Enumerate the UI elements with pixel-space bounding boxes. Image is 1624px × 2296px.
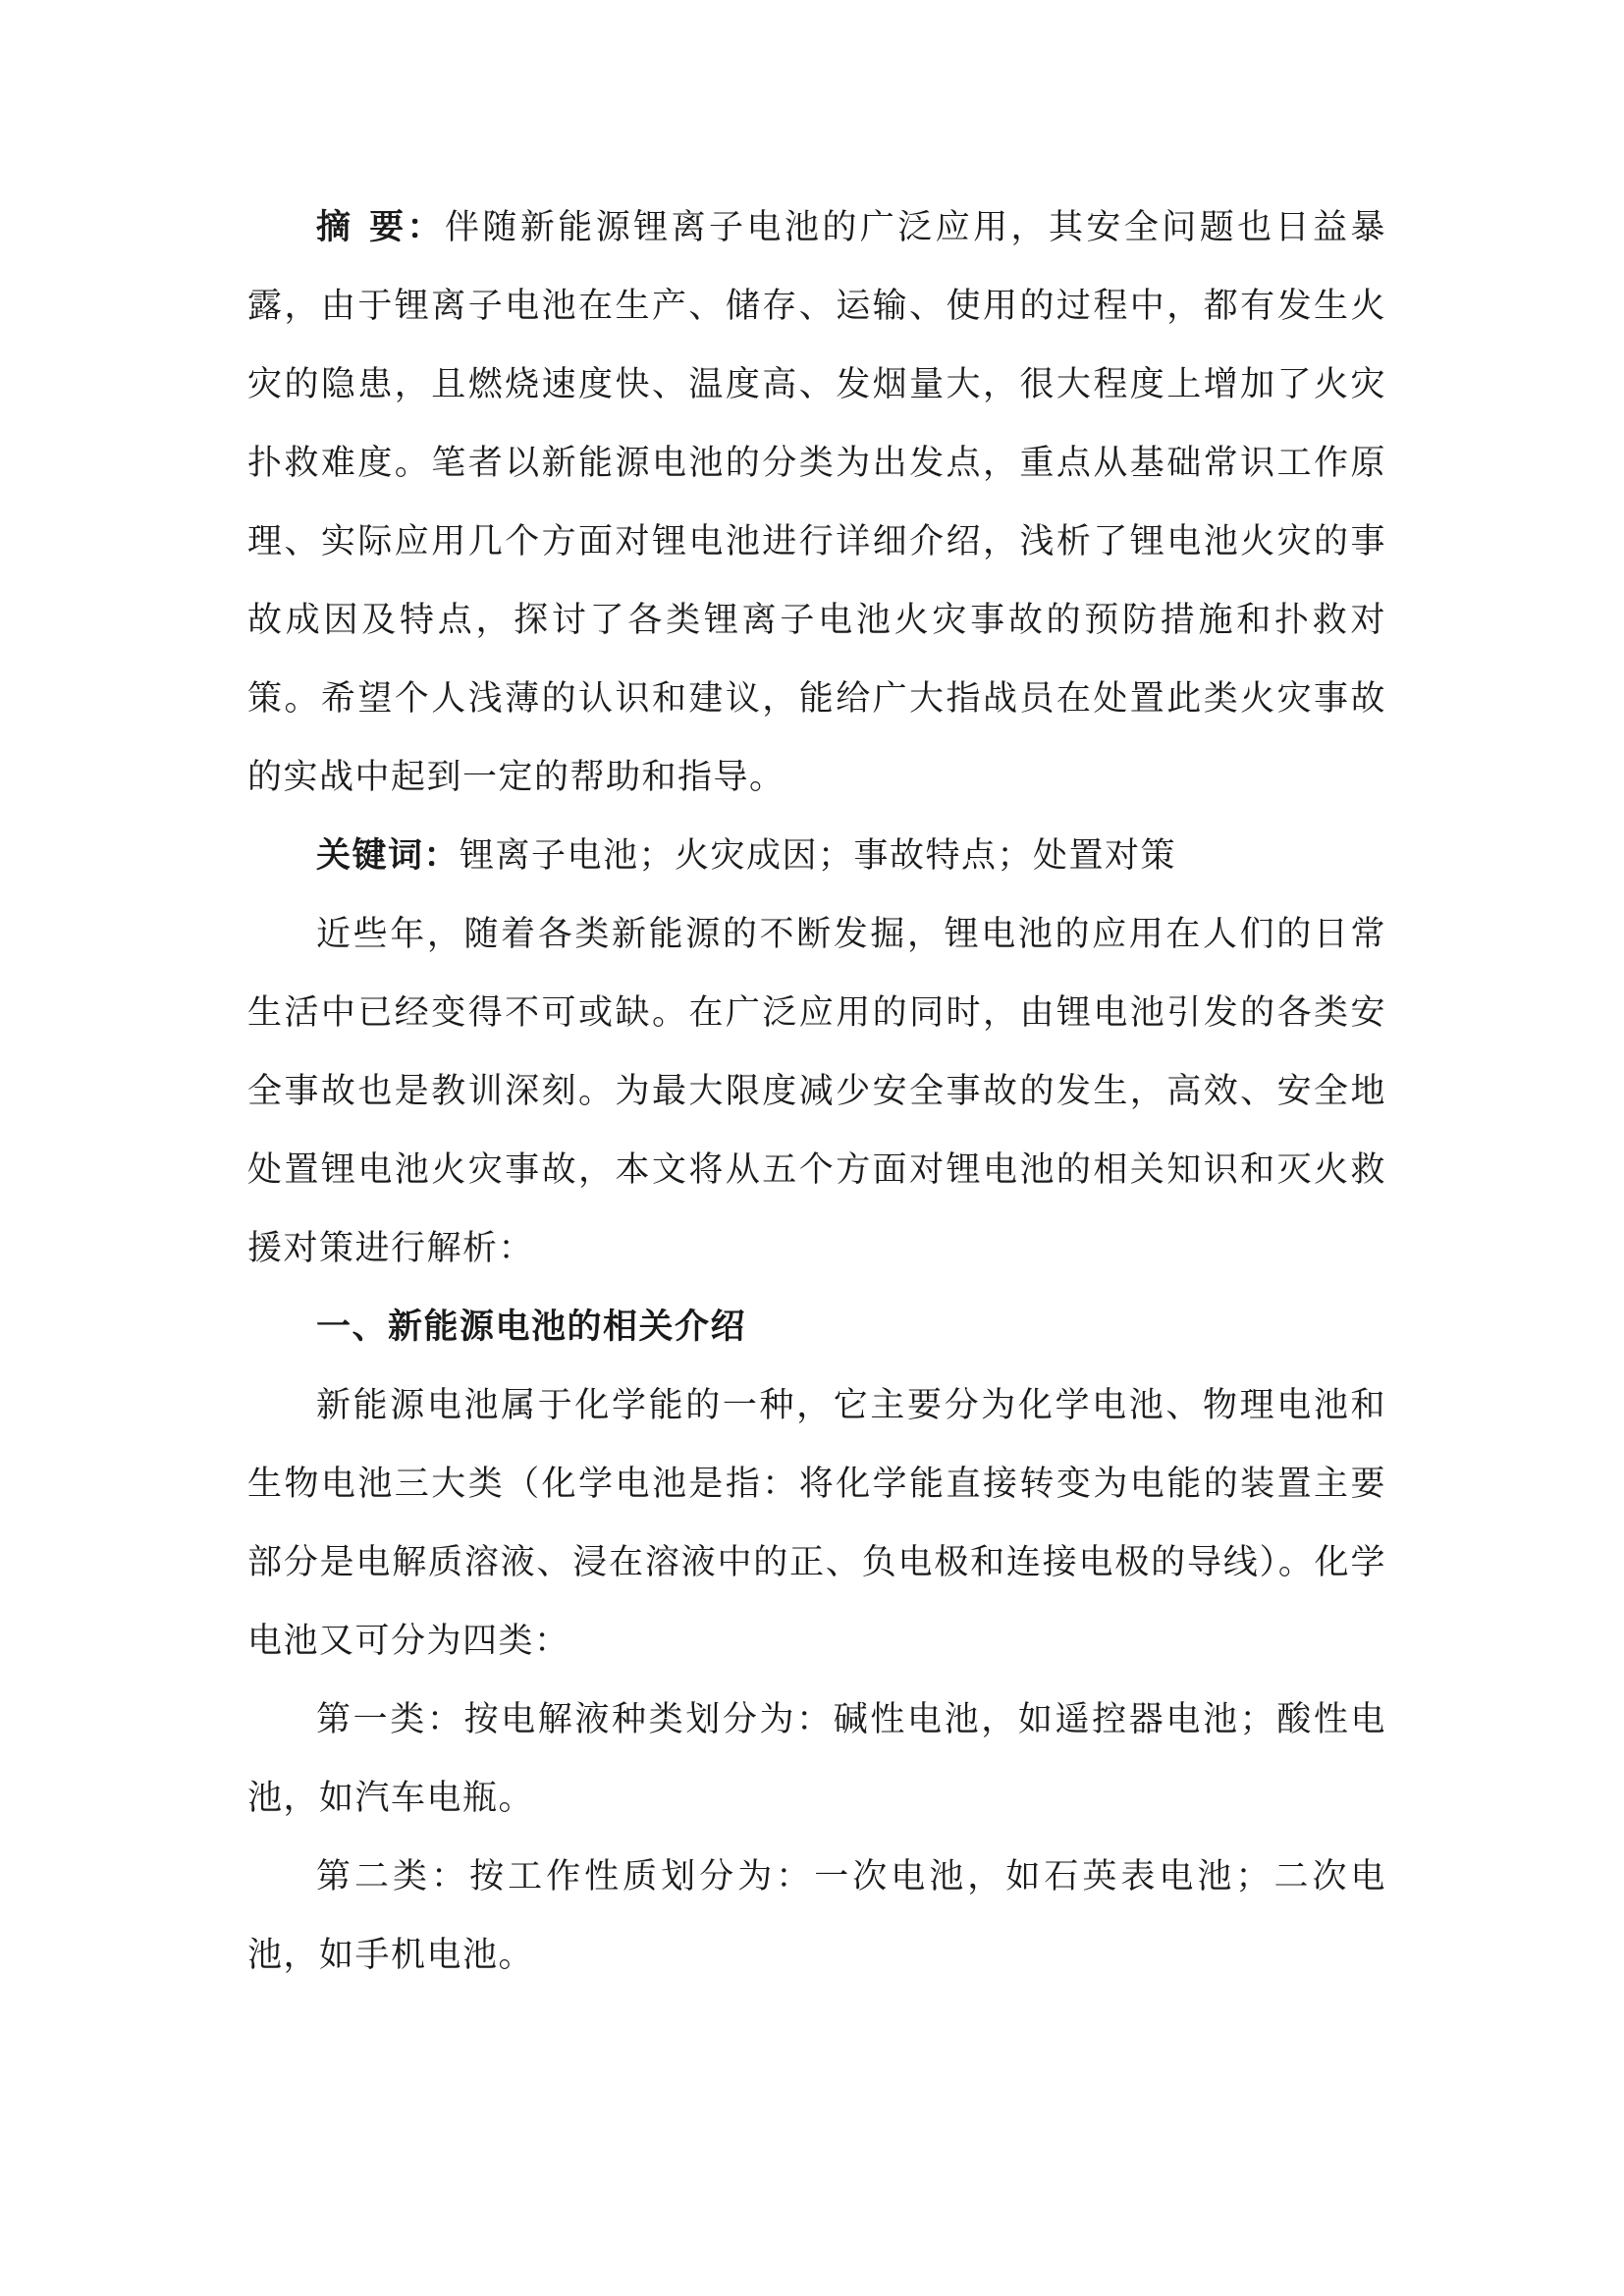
section1-paragraph-3: 第二类：按工作性质划分为：一次电池，如石英表电池；二次电池，如手机电池。 bbox=[247, 1857, 1386, 1975]
keywords-paragraph bbox=[247, 817, 1386, 895]
section1-paragraph-1: 新能源电池属于化学能的一种，它主要分为化学电池、物理电池和生物电池三大类（化学电池是指：将化学能直接转变为电能的装置主要部分是电解质溶液、浸在溶液中的正、负电极和连接电极的导线）。化学电池又可分为四类： bbox=[247, 1386, 1386, 1661]
section-heading-1: 一、新能源电池的相关介绍 bbox=[316, 1308, 747, 1347]
section1-paragraph-2: 第一类：按电解液种类划分为：碱性电池，如遥控器电池；酸性电池，如汽车电瓶。 bbox=[247, 1700, 1386, 1818]
abstract-paragraph bbox=[247, 188, 1386, 817]
keywords-text: 锂离子电池；火灾成因；事故特点；处置对策 bbox=[460, 836, 1177, 876]
abstract-label: 摘 要： bbox=[316, 208, 445, 247]
document-body bbox=[247, 188, 1386, 1995]
abstract-text: 伴随新能源锂离子电池的广泛应用，其安全问题也日益暴露，由于锂离子电池在生产、储存、运输、使用的过程中，都有发生火灾的隐患，且燃烧速度快、温度高、发烟量大，很大程度上增加了火灾扑救难度。笔者以新能源电池的分类为出发点，重点从基础常识工作原理、实际应用几个方面对锂电池进行详细介绍，浅析了锂电池火灾的事故成因及特点，探讨了各类锂离子电池火灾事故的预防措施和扑救对策。希望个人浅薄的认识和建议，能给广大指战员在处置此类火灾事故的实战中起到一定的帮助和指导。 bbox=[247, 208, 1386, 797]
keywords-label: 关键词： bbox=[316, 836, 460, 876]
intro-paragraph: 近些年，随着各类新能源的不断发掘，锂电池的应用在人们的日常生活中已经变得不可或缺。在广泛应用的同时，由锂电池引发的各类安全事故也是教训深刻。为最大限度减少安全事故的发生，高效、安全地处置锂电池火灾事故，本文将从五个方面对锂电池的相关知识和灭火救援对策进行解析： bbox=[247, 915, 1386, 1268]
